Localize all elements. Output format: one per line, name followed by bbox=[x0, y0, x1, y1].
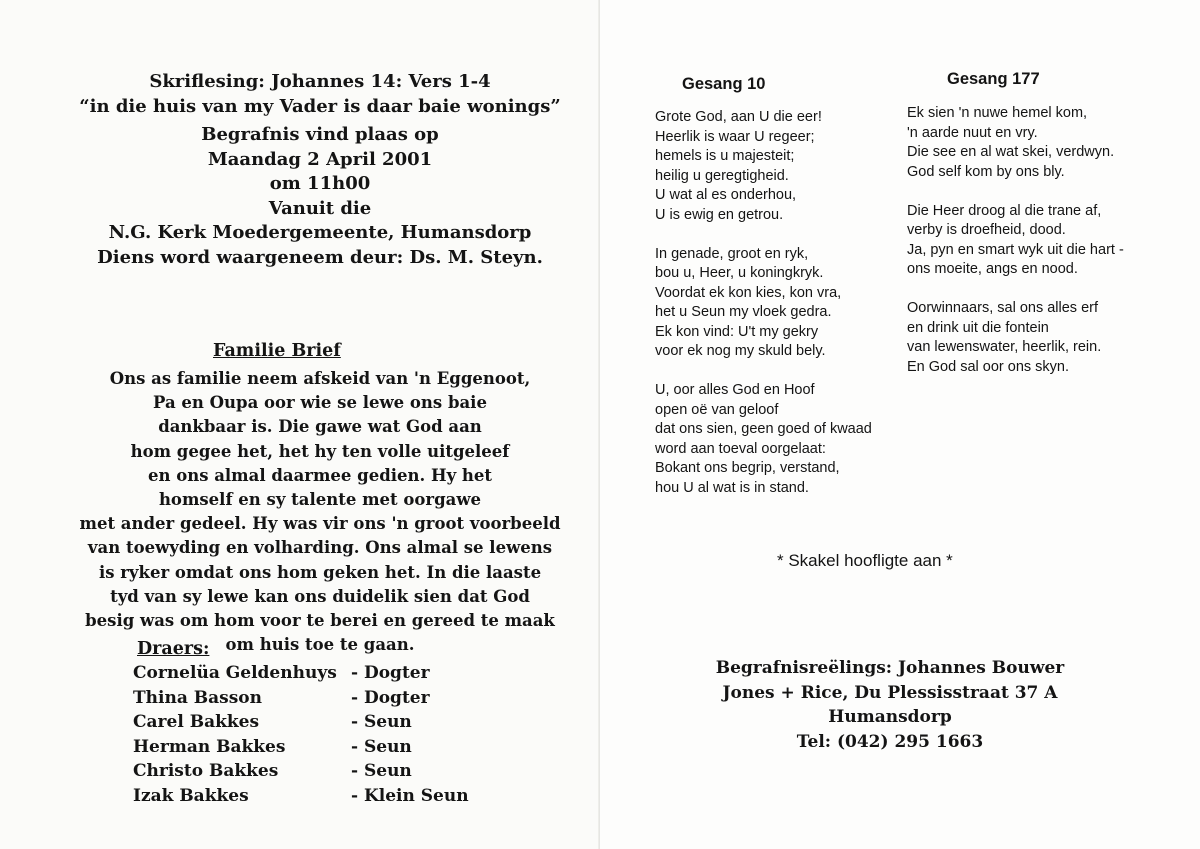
hymn-line: Ja, pyn en smart wyk uit die hart - bbox=[907, 241, 1124, 258]
undertaker-address: Jones + Rice, Du Plessisstraat 37 A bbox=[722, 682, 1058, 703]
undertaker-town: Humansdorp bbox=[828, 707, 952, 727]
bearer-relation: - Dogter bbox=[351, 687, 430, 708]
hymn-line: Heerlik is waar U regeer; bbox=[655, 128, 815, 145]
bearer-name: Christo Bakkes bbox=[133, 761, 279, 781]
hymn-verse bbox=[655, 381, 872, 498]
burial-time: om 11h00 bbox=[269, 173, 371, 194]
hymn-line: Die see en al wat skei, verdwyn. bbox=[907, 144, 1115, 160]
service-details bbox=[20, 70, 620, 270]
bearer-relation: - Seun bbox=[351, 712, 412, 732]
hymn-verse bbox=[655, 108, 872, 225]
hymn-line: het u Seun my vloek gedra. bbox=[655, 304, 832, 320]
hymn-line: 'n aarde nuut en vry. bbox=[907, 124, 1038, 141]
bearer-relation: - Seun bbox=[351, 761, 412, 781]
undertaker-details bbox=[690, 656, 1090, 754]
hymn-line: hou U al wat is in stand. bbox=[655, 479, 809, 496]
hymn-verse bbox=[655, 245, 872, 362]
family-letter-line: van toewyding en volharding. Ons almal se lewens bbox=[87, 538, 553, 558]
family-letter-body bbox=[20, 367, 620, 657]
undertaker-line: Begrafnisreëlings: Johannes Bouwer bbox=[715, 658, 1065, 678]
bearer-relation: - Seun bbox=[351, 736, 412, 757]
family-letter-line: tyd van sy lewe kan ons duidelik sien dat God bbox=[110, 586, 530, 606]
family-letter-line: homself en sy talente met oorgawe bbox=[158, 490, 482, 510]
bearer-name: Herman Bakkes bbox=[133, 736, 286, 757]
bearer-row bbox=[133, 737, 493, 762]
hymn-10-text bbox=[655, 108, 872, 518]
bearer-name: Cornelüa Geldenhuys bbox=[133, 663, 337, 683]
family-letter-line: besig was om hom voor te berei en gereed te maak bbox=[85, 611, 555, 631]
hymn-line: Ek kon vind: U't my gekry bbox=[655, 323, 819, 340]
headlights-notice: * Skakel hoofligte aan * bbox=[777, 551, 953, 570]
church-name: N.G. Kerk Moedergemeente, Humansdorp bbox=[108, 222, 532, 243]
bearer-row bbox=[133, 663, 493, 688]
hymn-verse bbox=[907, 104, 1124, 182]
hymn-line: voor ek nog my skuld bely. bbox=[655, 343, 826, 359]
hymn-10-title: Gesang 10 bbox=[682, 75, 766, 93]
family-letter-line: hom gegee het, het hy ten volle uitgeleef bbox=[130, 441, 510, 461]
hymn-line: ons moeite, angs en nood. bbox=[907, 261, 1078, 277]
burial-date: Maandag 2 April 2001 bbox=[207, 148, 433, 170]
hymn-verse bbox=[907, 299, 1124, 377]
family-letter-heading: Familie Brief bbox=[213, 341, 341, 361]
hymn-line: U, oor alles God en Hoof bbox=[655, 382, 815, 398]
bearer-row bbox=[133, 761, 493, 786]
undertaker-phone: Tel: (042) 295 1663 bbox=[796, 731, 984, 752]
hymn-line: van lewenswater, heerlik, rein. bbox=[907, 339, 1102, 355]
hymn-line: Oorwinnaars, sal ons alles erf bbox=[907, 300, 1098, 316]
hymn-line: en drink uit die fontein bbox=[907, 319, 1049, 336]
hymn-177-title: Gesang 177 bbox=[947, 70, 1040, 88]
hymn-line: U is ewig en getrou. bbox=[655, 206, 784, 223]
hymn-line: En God sal oor ons skyn. bbox=[907, 358, 1069, 375]
hymn-line: verby is droefheid, dood. bbox=[907, 222, 1066, 238]
hymn-line: Grote God, aan U die eer! bbox=[655, 109, 822, 125]
officiating-minister: Diens word waargeneem deur: Ds. M. Steyn. bbox=[97, 246, 543, 268]
family-letter-line: en ons almal daarmee gedien. Hy het bbox=[147, 465, 493, 485]
family-letter-line: is ryker omdat ons hom geken het. In die laaste bbox=[98, 562, 542, 582]
scripture-quote: “in die huis van my Vader is daar baie wonings” bbox=[79, 95, 561, 117]
family-letter-line: om huis toe te gaan. bbox=[225, 635, 415, 655]
family-letter-line: Pa en Oupa oor wie se lewe ons baie bbox=[153, 393, 487, 413]
bearers-list bbox=[133, 663, 493, 810]
bearer-name: Carel Bakkes bbox=[133, 712, 260, 732]
hymn-line: U wat al es onderhou, bbox=[655, 187, 797, 203]
bearer-relation: - Klein Seun bbox=[351, 785, 469, 806]
hymn-line: bou u, Heer, u koningkryk. bbox=[655, 265, 824, 281]
family-letter-line: dankbaar is. Die gawe wat God aan bbox=[158, 417, 482, 437]
family-letter-line: Ons as familie neem afskeid van 'n Eggenoot, bbox=[109, 369, 531, 388]
hymn-line: heilig u geregtigheid. bbox=[655, 167, 789, 184]
hymn-line: Voordat ek kon kies, kon vra, bbox=[655, 284, 842, 301]
bearers-heading: Draers: bbox=[137, 639, 210, 659]
hymn-line: hemels is u majesteit; bbox=[655, 148, 795, 164]
hymn-line: God self kom by ons bly. bbox=[907, 163, 1065, 180]
burial-intro: Begrafnis vind plaas op bbox=[201, 124, 439, 145]
bearer-row bbox=[133, 712, 493, 737]
hymn-line: Ek sien 'n nuwe hemel kom, bbox=[907, 105, 1088, 121]
family-letter-line: met ander gedeel. Hy was vir ons 'n groot voorbeeld bbox=[79, 514, 561, 534]
bearer-row bbox=[133, 688, 493, 713]
hymn-line: word aan toeval oorgelaat: bbox=[655, 440, 826, 457]
hymn-line: In genade, groot en ryk, bbox=[655, 245, 809, 262]
scripture-reading: Skriflesing: Johannes 14: Vers 1-4 bbox=[149, 71, 491, 92]
hymn-line: dat ons sien, geen goed of kwaad bbox=[655, 421, 872, 437]
bearer-name: Thina Basson bbox=[133, 687, 262, 708]
bearer-name: Izak Bakkes bbox=[133, 785, 249, 806]
bearer-row bbox=[133, 786, 493, 811]
hymn-line: Bokant ons begrip, verstand, bbox=[655, 460, 840, 476]
hymn-line: open oë van geloof bbox=[655, 401, 779, 418]
burial-from: Vanuit die bbox=[268, 197, 372, 219]
bearer-relation: - Dogter bbox=[351, 663, 430, 683]
hymn-177-text bbox=[907, 104, 1124, 397]
hymn-verse bbox=[907, 202, 1124, 280]
hymn-line: Die Heer droog al die trane af, bbox=[907, 202, 1102, 219]
